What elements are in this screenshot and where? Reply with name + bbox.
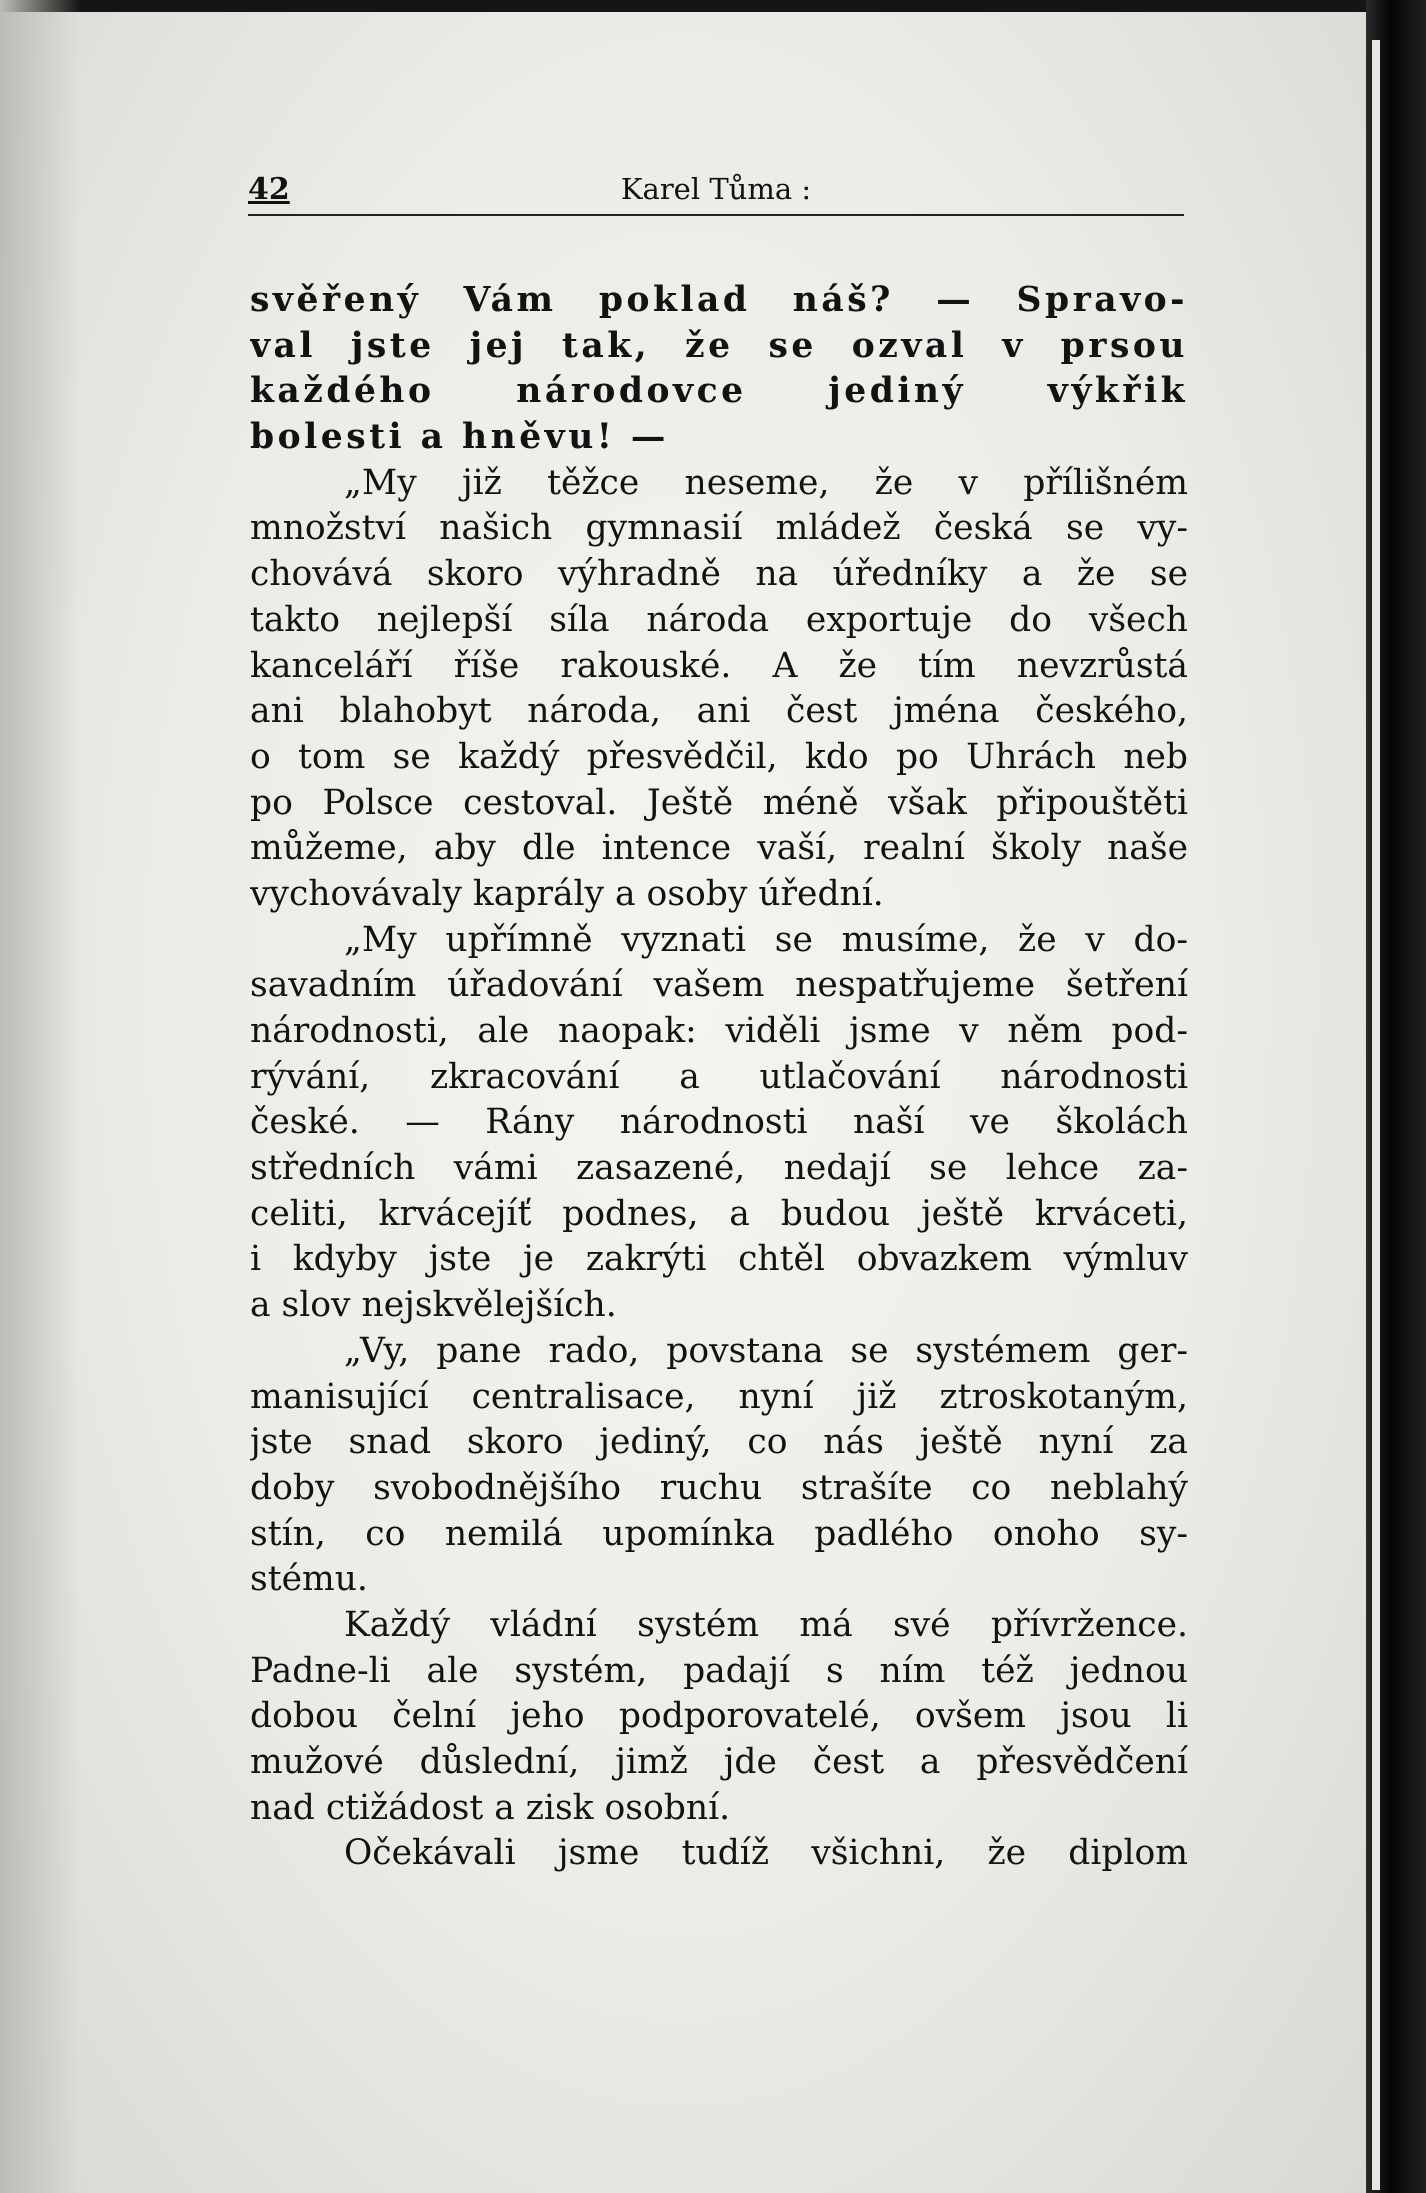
text-line: i kdyby jste je zakrýti chtěl obvazkem výmluv [250, 1239, 1188, 1280]
adjacent-page-edge [1372, 40, 1380, 2190]
body-text [250, 278, 1188, 1877]
text-line: rývání, zkracování a utlačování národnosti [250, 1056, 1188, 1097]
text-line: val jste jej tak, že se ozval v prsou [250, 325, 1188, 366]
text-line: národnosti, ale naopak: viděli jsme v něm pod- [250, 1011, 1188, 1051]
text-line: stému. [250, 1559, 368, 1600]
page-header [248, 172, 1184, 218]
text-line: kanceláří říše rakouské. A že tím nevzrůstá [250, 645, 1188, 686]
running-head: Karel Tůma : [620, 172, 812, 206]
text-line: svěřený Vám poklad náš? — Spravo- [250, 280, 1188, 320]
text-line: manisující centralisace, nyní již ztroskotaným, [250, 1376, 1188, 1417]
text-line: stín, co nemilá upomínka padlého onoho sy- [250, 1513, 1188, 1554]
text-line: vychovávaly kaprály a osoby úřední. [250, 873, 884, 914]
text-line: a slov nejskvělejších. [250, 1285, 617, 1326]
text-line: celiti, krvácejíť podnes, a budou ještě krváceti, [250, 1193, 1188, 1234]
text-line: můžeme, aby dle intence vaší, realní školy naše [250, 828, 1188, 869]
text-line: chovává skoro výhradně na úředníky a že se [250, 554, 1188, 595]
text-line: středních vámi zasazené, nedají se lehce za- [250, 1148, 1188, 1189]
page-number: 42 [248, 172, 290, 207]
page-left-shadow [0, 0, 80, 2193]
text-line: o tom se každý přesvědčil, kdo po Uhrách neb [250, 736, 1188, 777]
text-line: Každý vládní systém má své přívržence. [344, 1604, 1188, 1645]
text-line: dobou čelní jeho podporovatelé, ovšem jsou li [250, 1696, 1188, 1737]
text-line: ani blahobyt národa, ani čest jména českého, [250, 691, 1188, 732]
text-line: české. — Rány národnosti naší ve školách [250, 1102, 1188, 1143]
header-rule [248, 214, 1184, 216]
scan-top-border [0, 0, 1366, 12]
text-line: množství našich gymnasií mládež česká se vy- [250, 508, 1188, 549]
text-line: „My již těžce neseme, že v přílišném [344, 462, 1188, 503]
text-line: nad ctižádost a zisk osobní. [250, 1787, 731, 1828]
text-line: mužové důslední, jimž jde čest a přesvědčení [250, 1742, 1188, 1782]
text-line: Padne-li ale systém, padají s ním též jednou [250, 1650, 1188, 1691]
text-line: doby svobodnějšího ruchu strašíte co neblahý [250, 1467, 1188, 1508]
text-line: „Vy, pane rado, povstana se systémem ger- [344, 1330, 1188, 1371]
text-line: po Polsce cestoval. Ještě méně však připouštěti [250, 782, 1188, 823]
text-line: savadním úřadování vašem nespatřujeme šetření [250, 965, 1188, 1006]
text-line: bolesti a hněvu! — [250, 417, 669, 458]
text-line: každého národovce jediný výkřik [250, 371, 1188, 412]
text-line: takto nejlepší síla národa exportuje do všech [250, 599, 1188, 640]
text-line: Očekávali jsme tudíž všichni, že diplom [344, 1833, 1188, 1874]
text-line: „My upřímně vyznati se musíme, že v do- [344, 919, 1188, 960]
text-line: jste snad skoro jediný, co nás ještě nyní za [250, 1422, 1188, 1463]
